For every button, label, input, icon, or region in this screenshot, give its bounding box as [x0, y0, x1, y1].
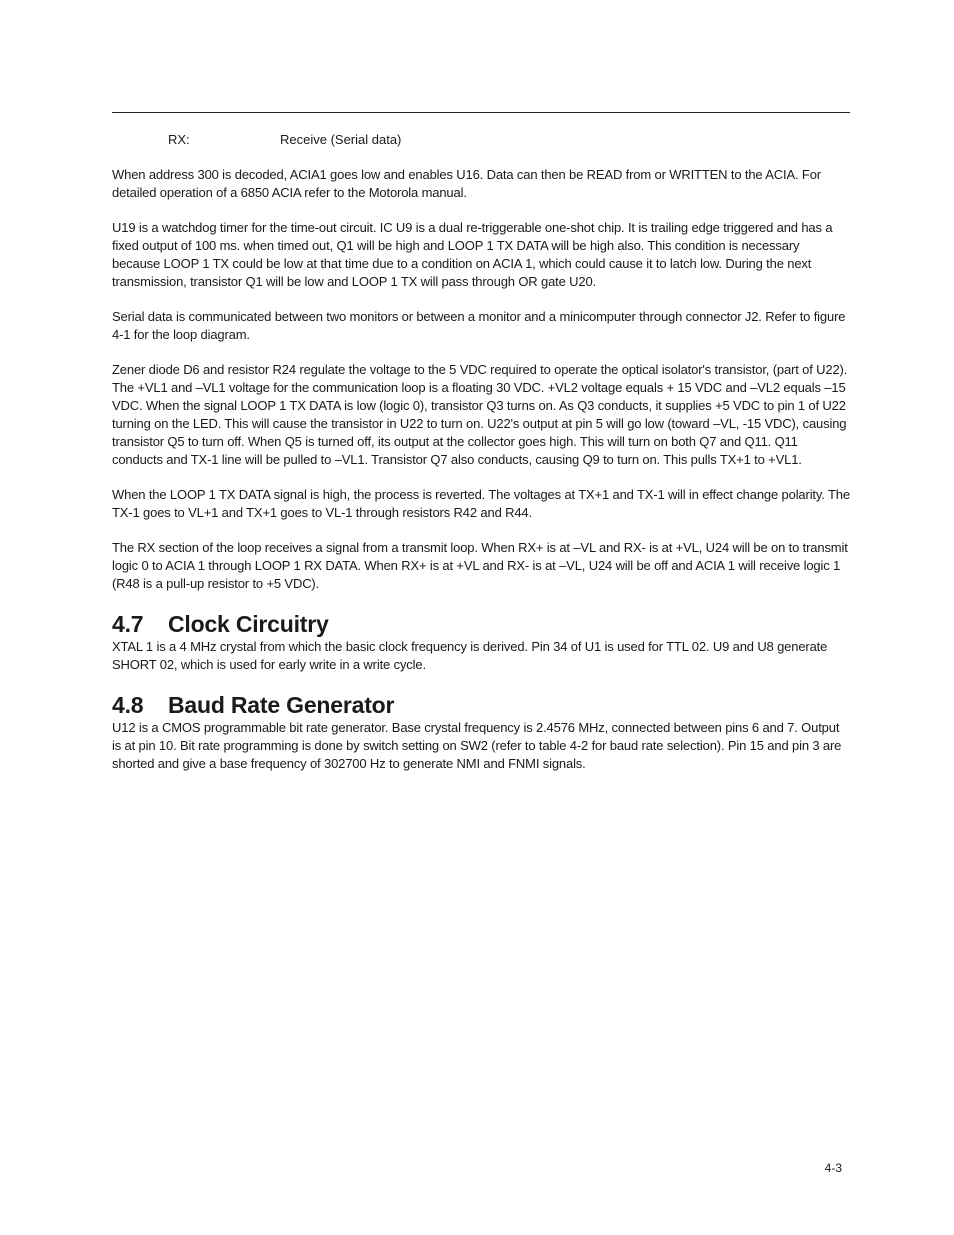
definition-description: Receive (Serial data) — [280, 132, 402, 147]
paragraph-acia-decode: When address 300 is decoded, ACIA1 goes low and enables U16. Data can then be READ from or WRITTEN to the ACIA. For detailed operation of a 6850 ACIA refer to the Motorola manual. — [112, 167, 821, 200]
section-number: 4.7 — [112, 611, 144, 637]
section-heading-clock-circuitry — [112, 610, 850, 638]
paragraph-watchdog-timer: U19 is a watchdog timer for the time-out circuit. IC U9 is a dual re-triggerable one-shot chip. It is trailing edge triggered and has a fixed output of 100 ms. when timed out, Q1 will be high and LOOP 1 TX DATA will be high also. This condition is necessary because LOOP 1 TX could be low at that time due to a condition on ACIA 1, which could cause it to latch low. During the next transmission, transistor Q1 will be low and LOOP 1 TX will pass through OR gate U20. — [112, 220, 833, 289]
header-rule — [112, 112, 850, 113]
definition-row — [112, 131, 850, 149]
section-title: Baud Rate Generator — [168, 692, 395, 718]
page-number: 4-3 — [824, 1161, 842, 1175]
definition-term: RX: — [168, 132, 190, 147]
section-heading-baud-rate-generator — [112, 691, 850, 719]
section-number: 4.8 — [112, 692, 144, 718]
section-title: Clock Circuitry — [168, 611, 329, 637]
paragraph-clock-circuitry: XTAL 1 is a 4 MHz crystal from which the basic clock frequency is derived. Pin 34 of U1 is used for TTL 02. U9 and U8 generate SHORT 02, which is used for early write in a write cycle. — [112, 639, 828, 672]
page-body — [112, 131, 850, 790]
paragraph-tx-data-high: When the LOOP 1 TX DATA signal is high, the process is reverted. The voltages at TX+1 and TX-1 will in effect change polarity. The TX-1 goes to VL+1 and TX+1 goes to VL-1 through resistors R42 and R44. — [112, 487, 850, 520]
paragraph-serial-data: Serial data is communicated between two monitors or between a monitor and a minicomputer through connector J2. Refer to figure 4-1 for the loop diagram. — [112, 309, 846, 342]
paragraph-baud-rate-generator: U12 is a CMOS programmable bit rate generator. Base crystal frequency is 2.4576 MHz, connected between pins 6 and 7. Output is at pin 10. Bit rate programming is done by switch setting on SW2 (refer to table 4-2 for baud rate selection). Pin 15 and pin 3 are shorted and give a base frequency of 302700 Hz to generate NMI and FNMI signals. — [112, 720, 842, 771]
paragraph-rx-section: The RX section of the loop receives a signal from a transmit loop. When RX+ is at –VL and RX- is at +VL, U24 will be on to transmit logic 0 to ACIA 1 through LOOP 1 RX DATA. When RX+ is at +VL and RX- is at –VL, U24 will be off and ACIA 1 will receive logic 1 (R48 is a pull-up resistor to +5 VDC). — [112, 540, 848, 591]
paragraph-zener-diode: Zener diode D6 and resistor R24 regulate the voltage to the 5 VDC required to operate the optical isolator's transistor, (part of U22). The +VL1 and –VL1 voltage for the communication loop is a floating 30 VDC. +VL2 voltage equals + 15 VDC and –VL2 equals –15 VDC. When the signal LOOP 1 TX DATA is low (logic 0), transistor Q3 turns on. As Q3 conducts, it supplies +5 VDC to pin 1 of U22 turning on the LED. This will cause the transistor in U22 to turn on. U22's output at pin 5 will go low (toward –VL, -15 VDC), causing transistor Q5 to turn off. When Q5 is turned off, its output at the collector goes high. This will turn on both Q7 and Q11. Q11 conducts and TX-1 line will be pulled to –VL1. Transistor Q7 also conducts, causing Q9 to turn on. This pulls TX+1 to +VL1. — [112, 362, 848, 467]
